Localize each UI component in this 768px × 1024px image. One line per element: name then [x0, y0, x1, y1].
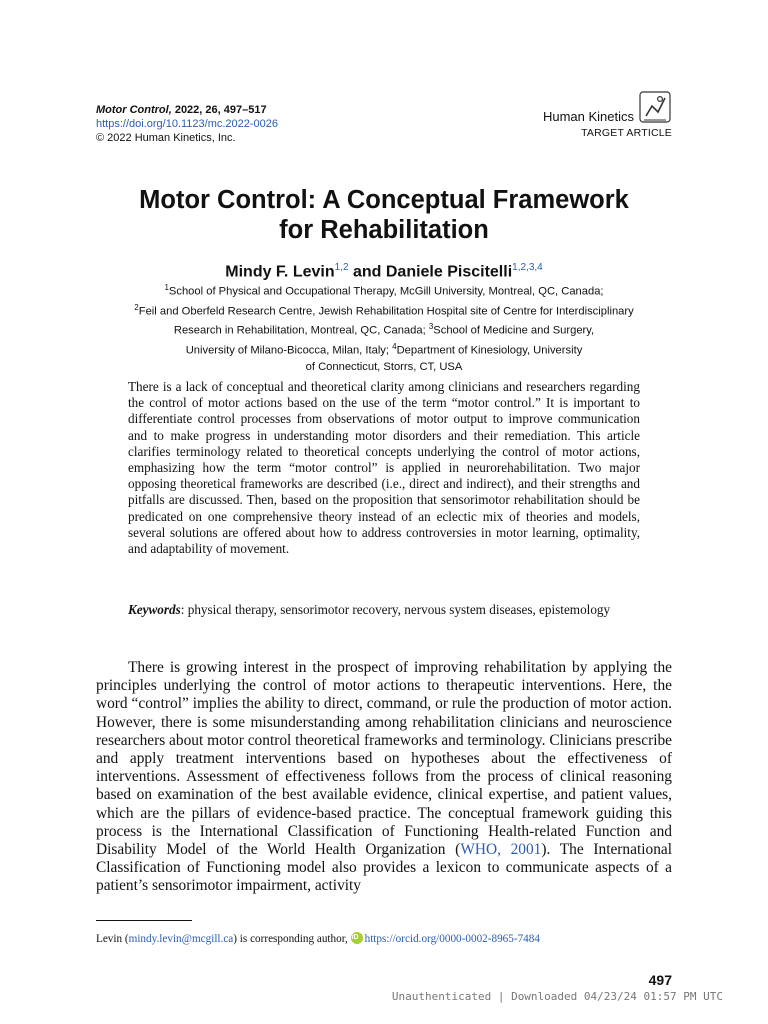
- citation-link-who-2001[interactable]: WHO, 2001: [460, 841, 542, 859]
- keywords: [128, 602, 640, 618]
- author-affil-marker[interactable]: 1,2: [334, 262, 349, 273]
- article-type: TARGET ARTICLE: [581, 127, 672, 139]
- affiliation-4: Department of Kinesiology, University: [396, 344, 583, 357]
- body-text-end: ). The International Classification of Functioning model also provides a lexicon to communicate aspects of a patient’s sensorimotor impairment, activity: [96, 841, 673, 895]
- publisher-name: Human Kinetics: [542, 109, 634, 124]
- author-piscitelli: Daniele Piscitelli: [385, 263, 513, 281]
- title-line-2: for Rehabilitation: [279, 216, 489, 244]
- download-stamp: Unauthenticated | Downloaded 04/23/24 01:57 PM UTC: [391, 990, 723, 1003]
- author-levin: Mindy F. Levin: [225, 263, 335, 281]
- journal-name: Motor Control,: [96, 104, 172, 116]
- affiliation-2-cont: Research in Rehabilitation, Montreal, QC, Canada;: [173, 325, 429, 338]
- affil-marker: 4: [392, 342, 397, 352]
- title-line-1: Motor Control: A Conceptual Framework: [139, 186, 629, 214]
- publisher-block: [543, 90, 672, 139]
- footnote-divider: [96, 920, 192, 921]
- keywords-list: physical therapy, sensorimotor recovery, nervous system diseases, epistemology: [184, 602, 611, 617]
- footnote-suffix: ) is corresponding author,: [233, 933, 351, 945]
- human-kinetics-logo-icon: [638, 90, 672, 124]
- keywords-separator: :: [180, 602, 185, 617]
- body-text: There is growing interest in the prospect of improving rehabilitation by applying the principles underlying the control of motor actions to therapeutic interventions. Here, the word “control” implies the ability to direct, command, or rule the production of motor action. However, there is some misunderstanding among rehabilitation clinicians and neuroscience researchers about motor control theoretical frameworks and terminology. Clinicians prescribe and apply treatment interventions based on hypotheses about the effectiveness of interventions. Assessment of effectiveness follows from the process of clinical reasoning based on examination of the best available evidence, clinical expertise, and patient values, which are the pillars of evidence-based practice. The conceptual framework guiding this process is the International Classification of Functioning Health-related Function and Disability Model of the World Health Organization (: [96, 659, 672, 859]
- email-link[interactable]: mindy.levin@mcgill.ca: [128, 933, 234, 945]
- orcid-link[interactable]: https://orcid.org/0000-0002-8965-7484: [364, 933, 540, 945]
- keywords-label: Keywords: [128, 602, 181, 617]
- orcid-icon[interactable]: [351, 932, 363, 944]
- body-paragraph: [96, 659, 672, 896]
- affiliation-1: School of Physical and Occupational Therapy, McGill University, Montreal, QC, Canada;: [168, 285, 604, 298]
- journal-citation: [96, 103, 278, 117]
- affiliation-4-cont: of Connecticut, Storrs, CT, USA: [305, 360, 463, 373]
- affiliation-3: School of Medicine and Surgery,: [433, 325, 595, 338]
- affiliation-2: Feil and Oberfeld Research Centre, Jewish Rehabilitation Hospital site of Centre for Interdisciplinary: [138, 305, 634, 318]
- author-conjunction: and: [348, 263, 386, 281]
- affiliation-3-cont: University of Milano-Bicocca, Milan, Italy;: [185, 344, 393, 357]
- doi-link[interactable]: https://doi.org/10.1123/mc.2022-0026: [96, 118, 279, 130]
- affil-marker: 1: [164, 283, 169, 292]
- article-title: [0, 185, 768, 245]
- affiliations: [0, 280, 768, 375]
- abstract: There is a lack of conceptual and theoretical clarity among clinicians and researchers regarding the control of motor actions based on the use of the term “motor control.” It is important to differentiate control processes from observations of motor output to improve communication and to make progress in understanding motor disorders and their remediation. This article clarifies terminology related to theoretical concepts underlying the control of motor actions, emphasizing how the term “motor control” is applied in neurorehabilitation. Two major opposing theoretical frameworks are described (i.e., direct and indirect), and their strengths and pitfalls are discussed. Then, based on the proposition that sensorimotor rehabilitation should be predicated on one comprehensive theory instead of an eclectic mix of theories and models, several solutions are offered about how to address controversies in motor learning, optimality, and adaptability of movement.: [128, 379, 640, 557]
- affil-marker: 3: [428, 322, 434, 332]
- copyright: © 2022 Human Kinetics, Inc.: [96, 132, 236, 144]
- authors: [0, 262, 768, 281]
- page-number: 497: [648, 972, 672, 988]
- journal-header: [96, 103, 278, 145]
- corresponding-author-footnote: [96, 932, 540, 946]
- author-affil-marker[interactable]: 1,2,3,4: [512, 262, 543, 273]
- affil-marker: 2: [134, 302, 139, 312]
- footnote-prefix: Levin (: [96, 933, 129, 945]
- volume-pages: 2022, 26, 497–517: [171, 104, 267, 116]
